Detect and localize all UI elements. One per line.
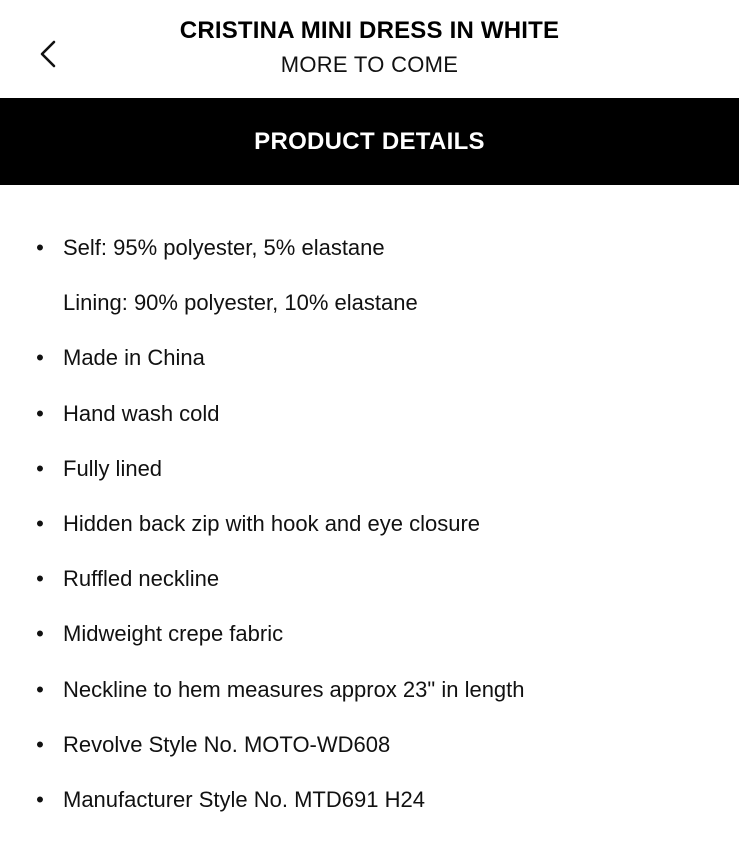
list-item	[0, 496, 739, 551]
bullet-icon: •	[36, 786, 44, 812]
list-item	[0, 220, 739, 275]
bullet-icon: •	[36, 621, 44, 647]
product-details-header	[0, 98, 739, 185]
detail-text: Ruffled neckline	[63, 566, 220, 592]
detail-text: Midweight crepe fabric	[63, 621, 284, 647]
section-title: PRODUCT DETAILS	[254, 127, 485, 155]
product-details-list	[0, 220, 739, 827]
brand-name[interactable]: MORE TO COME	[280, 52, 459, 77]
list-item	[0, 275, 739, 330]
list-item	[0, 386, 739, 441]
detail-text: Revolve Style No. MOTO-WD608	[63, 731, 391, 757]
detail-text: Self: 95% polyester, 5% elastane	[63, 235, 385, 260]
list-item	[0, 551, 739, 606]
detail-text: Hidden back zip with hook and eye closure	[63, 510, 481, 536]
bullet-icon: •	[36, 235, 44, 260]
bullet-icon: •	[36, 455, 44, 481]
bullet-icon: •	[36, 566, 44, 592]
top-bar	[0, 0, 739, 98]
list-item	[0, 772, 739, 827]
detail-text: Hand wash cold	[63, 400, 220, 426]
bullet-icon: •	[36, 400, 44, 426]
bullet-icon: •	[36, 731, 44, 757]
bullet-icon: •	[36, 345, 44, 371]
product-title: CRISTINA MINI DRESS IN WHITE	[179, 17, 560, 44]
list-item	[0, 606, 739, 661]
list-item	[0, 717, 739, 772]
detail-text: Neckline to hem measures approx 23" in length	[63, 676, 525, 702]
list-item	[0, 441, 739, 496]
detail-text: Manufacturer Style No. MTD691 H24	[63, 786, 425, 812]
detail-text: Lining: 90% polyester, 10% elastane	[63, 290, 418, 316]
detail-text: Fully lined	[63, 455, 163, 481]
bullet-icon: •	[36, 510, 44, 536]
list-item	[0, 330, 739, 385]
list-item	[0, 662, 739, 717]
bullet-icon: •	[36, 676, 44, 702]
detail-text: Made in China	[63, 345, 205, 371]
